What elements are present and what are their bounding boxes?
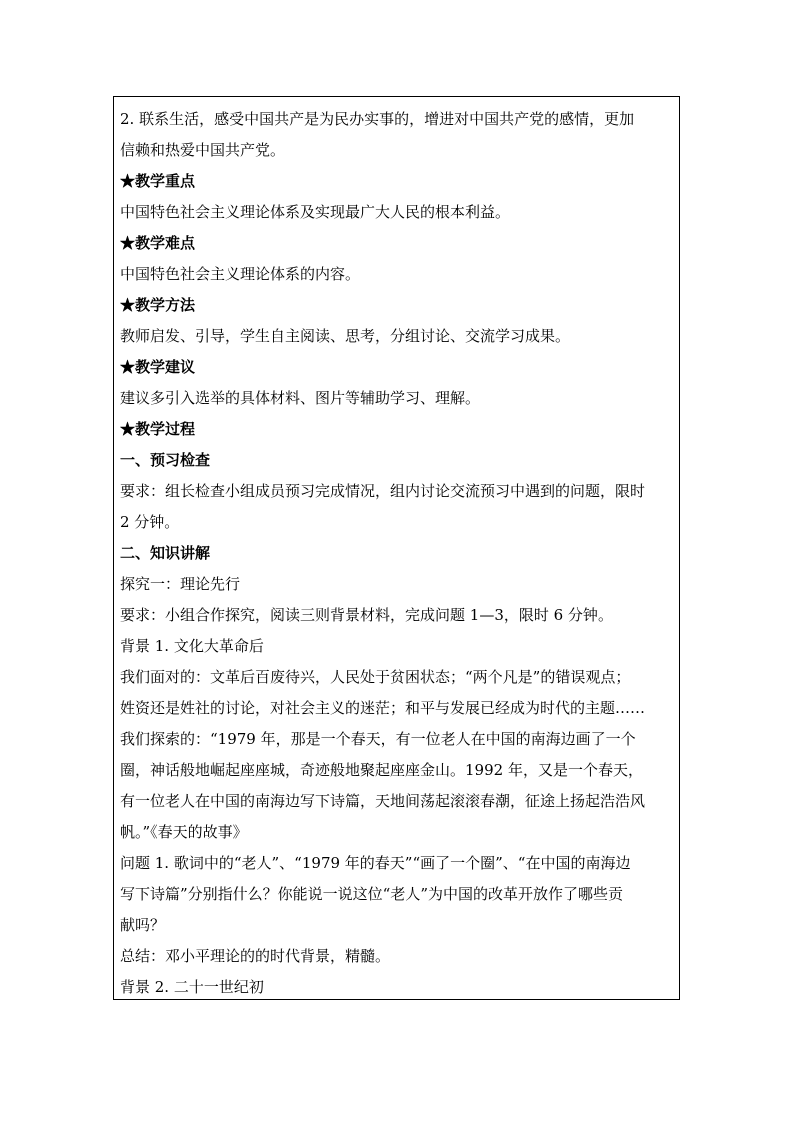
text-line: 姓资还是姓社的讨论，对社会主义的迷茫；和平与发展已经成为时代的主题…… — [120, 699, 646, 717]
text-line: 背景 1. 文化大革命后 — [120, 637, 264, 655]
text-line: 中国特色社会主义理论体系及实现最广大人民的根本利益。 — [120, 203, 511, 221]
text-line: 建议多引入选举的具体材料、图片等辅助学习、理解。 — [120, 389, 481, 407]
document-table-cell — [113, 96, 680, 1000]
text-line: 2. 联系生活，感受中国共产是为民办实事的，增进对中国共产党的感情，更加 — [120, 110, 635, 128]
section-heading: ★教学过程 — [120, 420, 196, 438]
text-line: 2 分钟。 — [120, 513, 180, 531]
section-heading: ★教学难点 — [120, 234, 196, 252]
section-heading: 一、预习检查 — [120, 451, 211, 469]
section-heading: 二、知识讲解 — [120, 544, 211, 562]
text-line: 中国特色社会主义理论体系的内容。 — [120, 265, 361, 283]
text-line: 背景 2. 二十一世纪初 — [120, 978, 264, 996]
document-body — [120, 104, 673, 1003]
text-line: 有一位老人在中国的南海边写下诗篇，天地间荡起滚滚春潮，征途上扬起浩浩风 — [120, 792, 646, 810]
text-line: 写下诗篇”分别指什么？你能说一说这位“老人”为中国的改革开放作了哪些贡 — [120, 885, 624, 903]
text-line: 探究一：理论先行 — [120, 575, 241, 593]
section-heading: ★教学重点 — [120, 172, 196, 190]
section-heading: ★教学方法 — [120, 296, 196, 314]
text-line: 总结：邓小平理论的的时代背景，精髓。 — [120, 947, 391, 965]
text-line: 我们面对的：文革后百废待兴，人民处于贫困状态；“两个凡是”的错误观点； — [120, 668, 631, 686]
text-line: 要求：组长检查小组成员预习完成情况，组内讨论交流预习中遇到的问题，限时 — [120, 482, 646, 500]
text-line: 献吗？ — [120, 916, 166, 934]
section-heading: ★教学建议 — [120, 358, 196, 376]
text-line: 圈，神话般地崛起座座城，奇迹般地聚起座座金山。1992 年，又是一个春天， — [120, 761, 643, 779]
text-line: 信赖和热爱中国共产党。 — [120, 141, 286, 159]
text-line: 帆。”《春天的故事》 — [120, 823, 248, 841]
text-line: 我们探索的：“1979 年，那是一个春天，有一位老人在中国的南海边画了一个 — [120, 730, 636, 748]
text-line: 问题 1. 歌词中的“老人”、“1979 年的春天”“画了一个圈”、“在中国的南海边 — [120, 854, 631, 872]
text-line: 要求：小组合作探究，阅读三则背景材料，完成问题 1—3，限时 6 分钟。 — [120, 606, 613, 624]
text-line: 教师启发、引导，学生自主阅读、思考，分组讨论、交流学习成果。 — [120, 327, 571, 345]
